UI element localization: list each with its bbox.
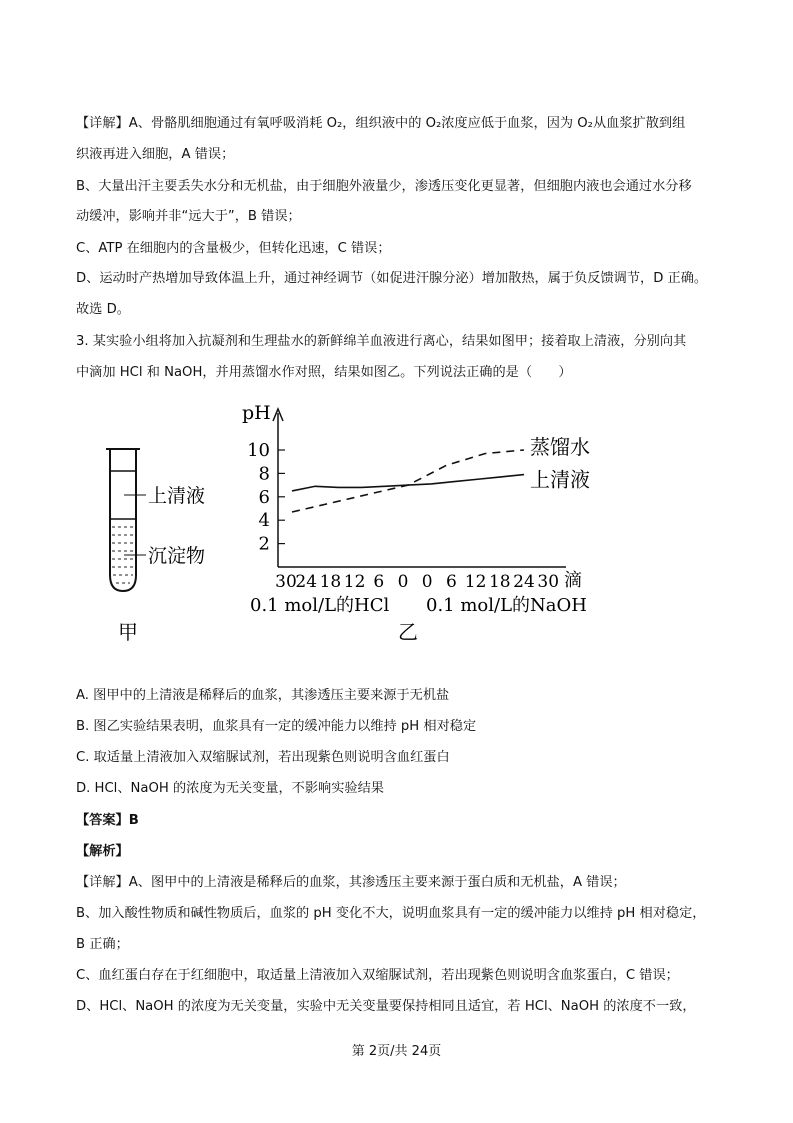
option-c: C. 取适量上清液加入双缩脲试剂，若出现紫色则说明含血红蛋白: [76, 750, 450, 765]
caption-jia: 甲: [118, 620, 138, 644]
text-line: D、运动时产热增加导致体温上升，通过神经调节（如促进汗腺分泌）增加散热，属于负反馈调节，D 正确。: [76, 271, 708, 286]
x-tick-label: 6: [445, 572, 457, 592]
series-line-supernatant: [292, 475, 524, 491]
y-tick-label: 8: [258, 463, 270, 485]
x-tick-label: 12: [343, 572, 366, 592]
analysis-title: 【解析】: [76, 844, 129, 859]
caption-yi: 乙: [398, 620, 418, 644]
x-tick-label: 6: [373, 572, 385, 592]
option-a: A. 图甲中的上清液是稀释后的血浆，其渗透压主要来源于无机盐: [76, 688, 450, 703]
figure-jia-test-tube: [106, 449, 205, 644]
text-line: 动缓冲，影响并非“远大于”，B 错误；: [76, 209, 301, 224]
series-label: 上清液: [530, 467, 590, 492]
text-line: 织液再进入细胞，A 错误；: [76, 147, 235, 162]
text-line: C、ATP 在细胞内的含量极少，但转化迅速，C 错误；: [76, 241, 391, 256]
text-line: B、大量出汗主要丢失水分和无机盐，由于细胞外液量少，渗透压变化更显著，但细胞内液也会通过水分移: [76, 179, 692, 194]
y-tick-label: 10: [247, 440, 270, 461]
x-tick-label: 18: [319, 572, 342, 592]
series-line-distilled-water: [292, 450, 524, 512]
option-d: D. HCl、NaOH 的浓度为无关变量，不影响实验结果: [76, 781, 384, 796]
y-tick-label: 2: [258, 533, 270, 555]
analysis-line: D、HCl、NaOH 的浓度为无关变量，实验中无关变量要保持相同且适宜，若 HCl、NaOH 的浓度不一致，: [76, 999, 696, 1014]
question-figure: [92, 395, 652, 645]
x-group-label-hcl: 0.1 mol/L的HCl: [250, 595, 390, 616]
y-tick-label: 6: [258, 486, 270, 508]
x-tick-label: 24: [513, 572, 535, 592]
x-tick-label: 30: [275, 572, 297, 592]
x-tick-label: 12: [464, 572, 487, 592]
x-tick-label: 0: [397, 572, 409, 592]
figure-svg: [92, 395, 652, 645]
text-line: 故选 D。: [76, 302, 130, 317]
y-axis-label: pH: [242, 402, 271, 424]
page-footer: 第 2页/共 24页: [351, 1044, 442, 1059]
question-3-stem: 3. 某实验小组将加入抗凝剂和生理盐水的新鲜绵羊血液进行离心，结果如图甲；接着取上清液，分别向其: [76, 334, 687, 349]
analysis-line: B 正确；: [76, 937, 129, 952]
x-tick-label: 18: [488, 572, 511, 592]
x-tick-label: 24: [295, 572, 318, 592]
analysis-line: C、血红蛋白存在于红细胞中，取适量上清液加入双缩脲试剂，若出现紫色则说明含血浆蛋白，C 错误；: [76, 968, 679, 983]
analysis-line: B、加入酸性物质和碱性物质后，血浆的 pH 变化不大，说明血浆具有一定的缓冲能力以维持 pH 相对稳定，: [76, 906, 706, 921]
label-sediment: 沉淀物: [148, 545, 206, 567]
option-b: B. 图乙实验结果表明，血浆具有一定的缓冲能力以维持 pH 相对稳定: [76, 719, 477, 734]
question-3-stem: 中滴加 HCl 和 NaOH，并用蒸馏水作对照，结果如图乙。下列说法正确的是（ ）: [76, 365, 572, 380]
label-supernatant: 上清液: [148, 485, 206, 507]
x-axis-label: 滴: [564, 570, 582, 591]
x-group-label-naoh: 0.1 mol/L的NaOH: [426, 595, 587, 616]
text-line: 【详解】A、骨骼肌细胞通过有氧呼吸消耗 O₂，组织液中的 O₂浓度应低于血浆，因为 O₂从血浆扩散到组: [76, 116, 686, 131]
x-tick-label: 30: [537, 572, 560, 592]
figure-yi-chart: [242, 402, 590, 644]
answer-line: 【答案】B: [76, 813, 139, 828]
x-tick-label: 0: [421, 572, 433, 592]
series-label: 蒸馏水: [530, 435, 590, 459]
y-tick-label: 4: [258, 510, 270, 532]
analysis-line: 【详解】A、图甲中的上清液是稀释后的血浆，其渗透压主要来源于蛋白质和无机盐，A 错误；: [76, 875, 626, 890]
